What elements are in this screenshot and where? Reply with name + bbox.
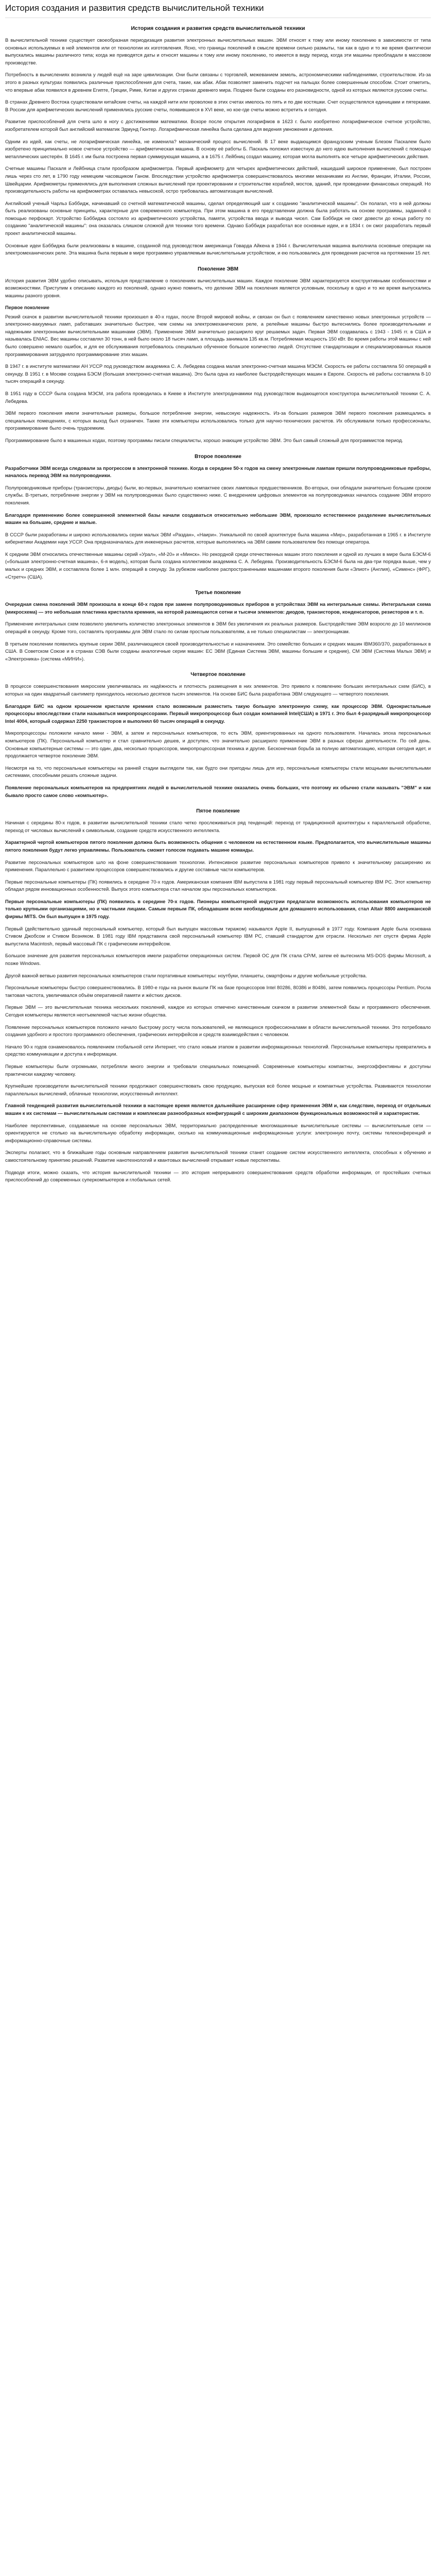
paragraph: Первые персональные компьютеры (ПК) появились в середине 70-х годов. Пионеры компьютерной индустрии предлагали возможность использования компьютеров не только крупными организациями, но и частными лицами. Самым первым ПК, обладавшим всем необходимым для домашнего использования, стал Altair 8800 американской фирмы MITS. Он был выпущен в 1975 году.	[5, 898, 431, 920]
paragraph: Характерной чертой компьютеров пятого поколения должна быть возможность общения с человеком на естественном языке. Предполагается, что вычислительные машины пятого поколения будут легко управляемы. Пользователь сможет голосом подавать машине команды.	[5, 839, 431, 853]
paragraph: Английский ученый Чарльз Бэббидж, начинавший со счетной математической машины, сделал определяющий шаг к созданию "аналитической машины". Он полагал, что в ней должны быть реализованы основные принципы, характерные для современного компьютера. При этом машина в его представлении должна была работать на основе программы, заданной с помощью перфокарт. Устройство Бэббиджа состояло из арифметического устройства, памяти, устройства ввода и вывода чисел. Сам Бэббидж не смог довести до конца работу по созданию "аналитической машины": она оказалась слишком сложной для техники того времени. Однако Бэббидж разработал все основные идеи, и в 1834 г. он смог разработать первый проект аналитической машины.	[5, 200, 431, 236]
paragraph: Первые персональные компьютеры (ПК) появились в середине 70-х годов. Американская компания IBM выпустила в 1981 году первый персональный компьютер IBM PC. Этот компьютер обладал рядом инновационных особенностей. Выпуск этого компьютера стал началом эры персональных компьютеров.	[5, 878, 431, 892]
paragraph: Программирование было в машинных кодах, поэтому программы писали специалисты, хорошо знающие устройство ЭВМ. Это был самый сложный для программистов период.	[5, 437, 404, 443]
paragraph: Резкий скачок в развитии вычислительной техники произошел в 40-х годах, после Второй мировой войны, и связан он был с появлением качественно новых электронных устройств — электронно-вакуумных ламп, работавших значительно быстрее, чем схемы на электромеханических реле, а релейные машины быстро вытеснились более производительными и надежными электронными вычислительными машинами (ЭВМ). Применение ЭВМ значительно расширило круг решаемых задач. Первая ЭВМ создавалась с 1943 - 1945 гг. в США и называлась ENIAC. Вес машины составлял 30 тонн, в ней было около 18 тысяч ламп, а площадь занимала 135 кв.м. Потребляемая мощность 150 кВт. Во время работы этой машины с ней было совершено немало ошибок, и для ее обслуживания потребовалось специально обученное большое количество людей. Отсутствие стандартизации и специализированных языков программирования затрудняло программирование этих машин.	[5, 313, 431, 357]
paragraph: Разработчики ЭВМ всегда следовали за прогрессом в электронной технике. Когда в середине 50-х годов на смену электронным лампам пришли полупроводниковые приборы, началось перевод ЭВМ на полупроводники.	[5, 465, 431, 479]
modern-section	[5, 1024, 431, 1184]
page	[0, 0, 436, 1199]
section-heading-generations: Поколение ЭВМ	[197, 266, 238, 272]
paragraph: Крупнейшие производители вычислительной техники продолжают совершенствовать свою продукцию, выпуская всё более мощные и компактные устройства. Развиваются технологии параллельных вычислений, облачные технологии, искусственный интеллект.	[5, 1083, 431, 1096]
paragraph: Первые ЭВМ — это вычислительная техника нескольких поколений, каждое из которых отмечено качественным скачком в развитии элементной базы и программного обеспечения. Сегодня компьютеры являются неотъемлемой частью жизни общества.	[5, 1004, 431, 1018]
paragraph: ЭВМ первого поколения имели значительные размеры, большое потребление энергии, невысокую надежность. Из-за больших размеров ЭВМ первого поколения размещались в специальных помещениях, с которых выход был ограничен. Также эти компьютеры использовались только для научно-технических расчетов. Их обслуживали только профессионалы, программирование было очень трудоемким.	[5, 410, 431, 431]
paragraph: В процессе совершенствования микросхем увеличивалась их надёжность и плотность размещения в них элементов. Это привело к появлению больших интегральных схем (БИС), в которых на один квадратный сантиметр приходилось несколько десятков тысяч элементов. На основе БИС была разработана ЭВМ следующего — четвертого поколения.	[5, 683, 431, 697]
generations-section	[5, 277, 431, 445]
paragraph: Подводя итоги, можно сказать, что история вычислительной техники — это история непрерывного совершенствования средств обработки информации, от простейших счетных приспособлений до современных суперкомпьютеров и глобальных сетей.	[5, 1169, 431, 1183]
paragraph: Микропроцессоры положили начало мини - ЭВМ, а затем и персональных компьютеров, то есть ЭВМ, ориентированных на одного пользователя. Началась эпоха персональных компьютеров (ПК). Персональный компьютер и стал сравнительно дешев, и доступен, что значительно расширило применение ЭВМ в разных сферах деятельности. По сей день. Основные компьютерные системы — это один, два, несколько процессоров, микропроцессорная техника и другие. Бесконечная борьба за полную автоматизацию, которая сегодня идет, и продолжается четвертое поколение ЭВМ.	[5, 730, 431, 759]
page-title: История создания и развития средств вычислительной техники	[5, 0, 431, 18]
paragraph: Первый (действительно удачный персональный компьютер, который был выпущен массовым тиражом) назывался Apple II, выпущенный в 1977 году. Компания Apple была основана Стивом Джобсом и Стивом Возняком. В 1981 году IBM представила свой персональный компьютер IBM PC, ставший стандартом для отрасли. Несколько лет спустя фирма Apple выпустила Macintosh, первый массовый ПК с графическим интерфейсом.	[5, 925, 431, 946]
second-gen-section	[5, 465, 431, 581]
pc-history-section	[5, 898, 431, 1019]
paragraph: Применение интегральных схем позволило увеличить количество электронных элементов в ЭВМ без увеличения их реальных размеров. Быстродействие ЭВМ возросло до 10 миллионов операций в секунду. Кроме того, составлять программы для ЭВМ стало по силам простым пользователям, а не только специалистам — электронщикам.	[5, 621, 431, 635]
paragraph: В вычислительной технике существует своеобразная периодизация развития электронных вычислительных машин. ЭВМ относят к тому или иному поколению в зависимости от типа основных используемых в ней элементов или от технологии их изготовления. Ясно, что границы поколений в смысле времени сильно размыты, так как в одно и то же время фактически выпускались машины различного типа; когда же приводятся даты и относят машины к тому или иному поколению, то имеется в виду период, когда эти машины преобладали в массовом производстве.	[5, 37, 431, 65]
paragraph: История развития ЭВМ удобно описывать, используя представление о поколениях вычислительных машин. Каждое поколение ЭВМ характеризуется конструктивными особенностями и возможностями. Приступим к описанию каждого из поколений, однако нужно помнить, что деление ЭВМ на поколения является условным, поскольку в одно и то же время выпускались машины разного уровня.	[5, 277, 431, 299]
paragraph: Несмотря на то, что персональные компьютеры на ранней стадии выглядели так, как будто они пригодны лишь для игр, персональные компьютеры стали мощными вычислительными системами, способными решать сложные задачи.	[5, 765, 431, 778]
paragraph: Большое значение для развития персональных компьютеров имели разработки операционных систем. Первой ОС для ПК стала CP/M, затем её вытеснила MS-DOS фирмы Microsoft, а позже Windows.	[5, 953, 431, 967]
paragraph: В третьем поколении появились крупные серии ЭВМ, различающиеся своей производительностью и назначением. Это семейство больших и средних машин IBM360/370, разработанных в США. В Советском Союзе и в странах СЭВ были созданы аналогичные серии машин: ЕС ЭВМ (Единая Система ЭВМ, машины большие и средние), СМ ЭВМ (Система Малых ЭВМ) и «Электроника» (система «МИНИ»).	[5, 640, 431, 662]
paragraph: Развитие приспособлений для счета шло в ногу с достижениями математики. Вскоре после открытия логарифмов в 1623 г. было изобретено логарифмическое счетное устройство, изобретателем которой был английский математик Эдмунд Гюнтер. Логарифмическая линейка была сделана для ведения умножения и деления.	[5, 118, 431, 132]
section-heading-third-gen: Третье поколение	[195, 590, 241, 596]
paragraph: В 1947 г. в институте математики АН УССР под руководством академика С. А. Лебедева создана малая электронно-счетная машина МЭСМ. Скорость ее работы составляла 50 операций в секунду. В 1951 г. в Москве создана БЭСМ (большая электронно-счетная машина). Это была одна из наиболее быстродействующих машин в Европе. Скорость её работы составляла 8-10 тысяч операций в секунду.	[5, 363, 431, 384]
paragraph: В 1951 году в СССР была создана МЭСМ, эта работа проводилась в Киеве в Институте электродинамики под руководством выдающегося конструктора вычислительной техники С. А. Лебедева.	[5, 390, 431, 404]
paragraph: Начало 90-х годов ознаменовалось появлением глобальной сети Интернет, что стало новым этапом в развитии информационных технологий. Персональные компьютеры превратились в средство коммуникации и доступа к информации.	[5, 1043, 431, 1057]
paragraph: В странах Древнего Востока существовали китайские счеты, на каждой нити или проволоке в этих счетах имелось по пять и по две костяшки. Счет осуществлялся единицами и пятерками. В России для арифметических вычислений применялись русские счеты, появившиеся в XVI веке, но кое-где счеты можно встретить и сегодня.	[5, 99, 431, 112]
section-heading-fifth-gen: Пятое поколение	[196, 808, 240, 815]
intro-section	[5, 37, 431, 257]
section-heading-second-gen: Второе поколение	[195, 453, 241, 460]
paragraph: Первые компьютеры были огромными, потребляли много энергии и требовали специальных помещений. Современные компьютеры компактны, энергоэффективны и доступны практически каждому человеку.	[5, 1063, 431, 1077]
paragraph: Появление персональных компьютеров на предприятиях людей в вычислительной технике оказались очень больших, что поэтому их обычно стали называть "ЭВМ" и как бывало просто самое слово «компьютер».	[5, 784, 431, 798]
third-gen-section	[5, 601, 431, 663]
paragraph: Одним из идей, как счеты, не логарифмическая линейка, не изменила? механический процесс вычислений. В 17 веке выдающимся французским ученым Блезом Паскалем было изобретено принципиально новое счетное устройство — арифметическая машина. В основу её работы Б. Паскаль положил известную до него идею выполнения вычислений с помощью металлических шестерён. В 1645 г. им была построена первая суммирующая машина, а в 1675 г. Лейбниц создал машину, которая могла выполнять все четыре арифметических действия.	[5, 138, 431, 159]
paragraph: Очередная смена поколений ЭВМ произошла в конце 60-х годов при замене полупроводниковых приборов в устройствах ЭВМ на интегральные схемы. Интегральная схема (микросхема) — это небольшая пластинка кристалла кремния, на которой размещаются сотни и тысячи элементов: диодов, транзисторов, конденсаторов, резисторов и т. п.	[5, 601, 431, 615]
paragraph: Полупроводниковые приборы (транзисторы, диоды) были, во-первых, значительно компактнее своих ламповых предшественников. Во-вторых, они обладали значительно большим сроком службы. В-третьих, потребление энергии у ЭВМ на полупроводниках было существенно ниже. С внедрением цифровых элементов на полупроводниках началось создание ЭВМ второго поколения.	[5, 484, 431, 505]
paragraph: Развитие персональных компьютеров шло на фоне совершенствования технологии. Интенсивное развитие персональных компьютеров привело к значительному расширению их применения. Параллельно с развитием процессоров совершенствовались и другие составные части компьютеров.	[5, 859, 431, 873]
paragraph: Появление персональных компьютеров положило начало быстрому росту числа пользователей, не являющихся профессионалами в области вычислительной техники. Это потребовало создания удобного и простого программного обеспечения, графических интерфейсов и средств взаимодействия с человеком.	[5, 1024, 431, 1038]
section-heading-fourth-gen: Четвертое поколение	[190, 672, 246, 678]
subsection-label: Первое поколение	[5, 304, 49, 310]
paragraph: Потребность в вычислениях возникла у людей ещё на заре цивилизации. Они были связаны с торговлей, межеванием земель, астрономическими наблюдениями, строительством. Из-за этого в разных культурах появились различные приспособления для счета, такие, как абак. Абак позволяет заменить подсчет на пальцах более совершенным способом. Стоит отметить, что впервые абак появился в древнем Египте, Греции, Риме, Китае и других странах древнего мира. Позднее были созданы его разновидности, одной из которых являются русские счеты.	[5, 72, 431, 93]
paragraph: В СССР были разработаны и широко использовались серии малых ЭВМ «Раздан», «Наири». Уникальной по своей архитектуре была машина «Мир», разработанная в 1965 г. в Институте кибернетики Академии наук УССР. Она предназначалась для инженерных расчетов, которые выполнялись на ЭВМ самим пользователем без помощи оператора.	[5, 531, 431, 545]
fourth-gen-section	[5, 683, 431, 799]
paragraph: Начиная с середины 80-х годов, в развитии вычислительной техники стало четко прослеживаться ряд тенденций: переход от традиционной архитектуры к параллельной обработке, переход от числовых вычислений к символьным, создание средств искусственного интеллекта.	[5, 820, 431, 833]
paragraph: Наиболее перспективные, создаваемые на основе персональных ЭВМ, территориально распределенные многомашинные вычислительные системы — вычислительные сети — ориентируются не столько на вычислительную обработку информации, сколько на коммуникационные информационные услуги: электронную почту, системы телеконференций и информационно-справочные системы.	[5, 1122, 431, 1143]
paragraph: Счетные машины Паскаля и Лейбница стали прообразом арифмометра. Первый арифмометр для четырех арифметических действий, нашедший широкое применение, был построен лишь через сто лет, в 1790 году немецким часовщиком Ганом. Впоследствии устройство арифмометра совершенствовалось многими механиками из Англии, Франции, Италии, России, Швейцарии. Арифмометры применялись для выполнения сложных вычислений при проектировании и строительстве кораблей, мостов, зданий, при проведении финансовых операций. Но производительность работы на арифмометрах оставалась невысокой, остро требовалась автоматизация вычислений.	[5, 165, 431, 194]
paragraph: Главной тенденцией развития вычислительной техники в настоящее время является дальнейшее расширение сфер применения ЭВМ и, как следствие, переход от отдельных машин к их системам — вычислительным системам и комплексам разнообразных конфигураций с широким диапазоном функциональных возможностей и характеристик.	[5, 1103, 431, 1116]
paragraph: К средним ЭВМ относились отечественные машины серий «Урал», «М-20» и «Минск». Но рекордной среди отечественных машин этого поколения и одной из лучших в мире была БЭСМ-6 («большая электронно-счетная машина», 6-я модель), которая была создана коллективом академика С. А. Лебедева. Производительность БЭСМ-6 была на два-три порядка выше, чем у малых и средних ЭВМ, и составляла более 1 млн. операций в секунду. За рубежом наиболее распространенными машинами второго поколения были «Элиот» (Англия), «Сименс» (ФРГ), «Стретч» (США).	[5, 551, 431, 580]
paragraph: Благодаря применению более совершенной элементной базы начали создаваться относительно небольшие ЭВМ, произошло естественное разделение вычислительных машин на большие, средние и малые.	[5, 512, 431, 526]
fifth-gen-section	[5, 819, 431, 893]
paragraph: Персональные компьютеры быстро совершенствовались. В 1980-е годы на рынок вышли ПК на базе процессоров Intel 80286, 80386 и 80486, затем появились процессоры Pentium. Росла тактовая частота, увеличивался объём оперативной памяти и жёстких дисков.	[5, 985, 431, 998]
paragraph: Эксперты полагают, что в ближайшие годы основным направлением развития вычислительной техники станет создание систем искусственного интеллекта, способных к обучению и самостоятельному принятию решений. Развитие нанотехнологий и квантовых вычислений открывает новые перспективы.	[5, 1149, 431, 1163]
document-heading: История создания и развития средств вычислительной техники	[131, 25, 305, 31]
paragraph: Благодаря БИС на одном крошечном кристалле кремния стало возможным разместить такую большую электронную схему, как процессор ЭВМ. Однокристальные процессоры впоследствии стали называться микропроцессорами. Первый микропроцессор был создан компанией Intel(США) в 1971 г. Это был 4-разрядный микропроцессор Intel 4004, который содержал 2250 транзисторов и выполнял 60 тысяч операций в секунду.	[5, 703, 431, 724]
paragraph: Основные идеи Бэббиджа были реализованы в машине, созданной под руководством американца Говарда Айкена в 1944 г. Вычислительная машина выполнила основные операции на электромеханических реле. Эта машина была первым в мире программно управляемым вычислительным устройством, и ею пользовались для проведения расчетов на протяжении 15 лет.	[5, 242, 431, 256]
paragraph: Другой важной ветвью развития персональных компьютеров стали портативные компьютеры: ноутбуки, планшеты, смартфоны и другие мобильные устройства.	[5, 972, 367, 978]
